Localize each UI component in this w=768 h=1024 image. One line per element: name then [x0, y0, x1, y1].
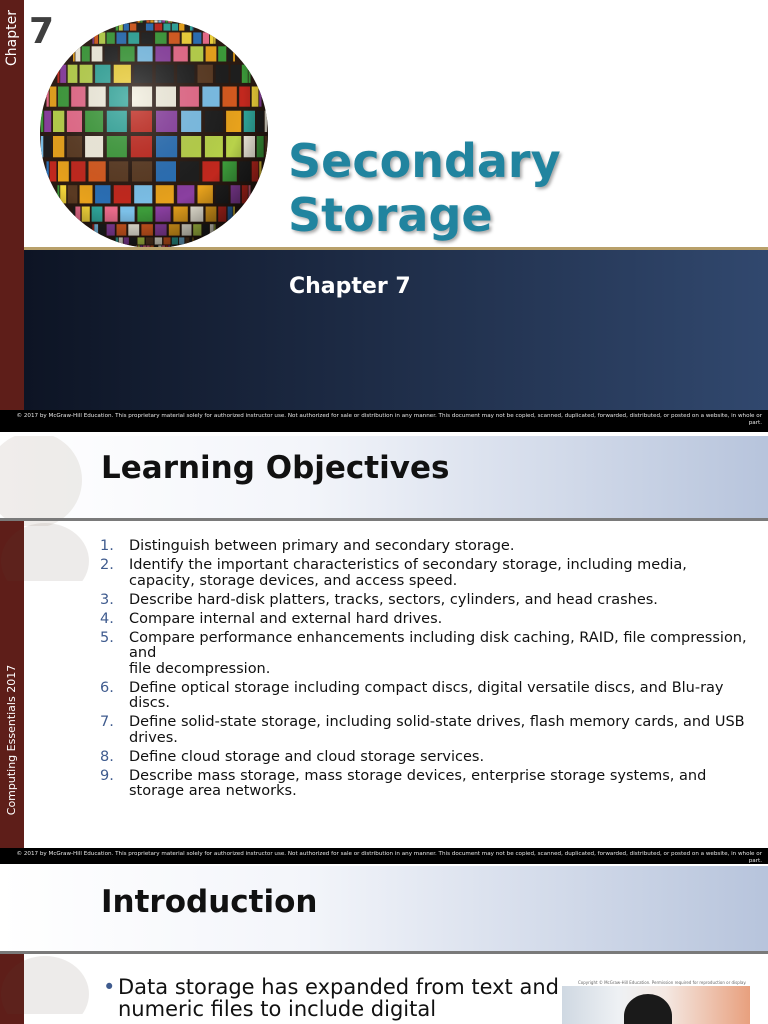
objective-item: [100, 750, 750, 766]
objective-text: Compare performance enhancements including disk caching, RAID, file compression, and: [129, 629, 747, 661]
permission-note: Copyright © McGraw-Hill Education. Permission required for reproduction or display.: [578, 980, 747, 985]
objective-text: Describe mass storage, mass storage devices, enterprise storage systems, and storage area networks.: [129, 767, 707, 799]
objective-text: Define solid-state storage, including solid-state drives, flash memory cards, and USB drives.: [129, 714, 745, 746]
media-globe-image: [38, 18, 270, 250]
header-globe-watermark: [0, 436, 86, 526]
sidebar-globe-watermark: [0, 521, 90, 581]
slide-title: [288, 134, 561, 242]
objective-item: [100, 681, 750, 712]
title-line-1: Secondary: [288, 134, 561, 188]
objective-text: Compare internal and external hard drives.: [129, 610, 443, 627]
objectives-slide: [0, 436, 768, 864]
objective-number: 8.: [100, 748, 114, 765]
objective-text-continued: file decompression.: [129, 660, 271, 677]
bullet-text: Data storage has expanded from text and numeric files to include digital: [118, 975, 559, 1021]
person-figure: [624, 994, 672, 1024]
objective-number: 7.: [100, 714, 114, 730]
title-line-2: Storage: [288, 188, 493, 242]
bullet-item: [103, 976, 563, 1020]
objective-item: [100, 593, 750, 609]
objective-item: [100, 631, 750, 678]
person-photo: [562, 986, 750, 1024]
objective-item: [100, 612, 750, 628]
chapter-label: Chapter: [4, 10, 20, 66]
bullet-dot-icon: •: [103, 975, 116, 999]
objective-text: Describe hard-disk platters, tracks, sectors, cylinders, and head crashes.: [129, 591, 658, 608]
copyright-bar: © 2017 by McGraw-Hill Education. This proprietary material solely for authorized instructor use. Not authorized for sale or distribution in any manner. This document may not be copied, scanned, duplicated, forwarded, distributed, or posted on a website, in whole or part.: [0, 848, 768, 864]
gold-divider: [24, 247, 768, 250]
header-separator: [0, 518, 768, 521]
objective-number: 4.: [100, 610, 114, 627]
introduction-slide: [0, 866, 768, 1024]
objective-item: [100, 715, 750, 746]
chapter-number: 7: [29, 11, 55, 52]
objectives-list: [100, 539, 750, 803]
objective-text: Identify the important characteristics of secondary storage, including media, capacity, storage devices, and access speed.: [129, 557, 687, 589]
objective-item: [100, 769, 750, 800]
slide-header: [0, 436, 768, 518]
sidebar-globe-watermark: [0, 954, 90, 1014]
header-separator: [0, 951, 768, 954]
copyright-bar: © 2017 by McGraw-Hill Education. This proprietary material solely for authorized instructor use. Not authorized for sale or distribution in any manner. This document may not be copied, scanned, duplicated, forwarded, distributed, or posted on a website, in whole or part.: [0, 410, 768, 432]
slide-title: Introduction: [101, 884, 318, 920]
objective-item: [100, 558, 750, 589]
slide-header: [0, 866, 768, 951]
objective-text: Distinguish between primary and secondary storage.: [129, 538, 515, 554]
slide-subtitle: Chapter 7: [289, 274, 411, 299]
course-label: Computing Essentials 2017: [5, 664, 18, 816]
objective-number: 5.: [100, 629, 114, 646]
objective-item: [100, 539, 750, 555]
objective-text: Define optical storage including compact discs, digital versatile discs, and Blu-ray discs.: [129, 679, 724, 711]
objective-number: 9.: [100, 767, 114, 784]
objective-number: 6.: [100, 679, 114, 696]
objective-number: 1.: [100, 538, 114, 554]
title-slide: [0, 0, 768, 432]
objective-number: 3.: [100, 591, 114, 608]
objective-text: Define cloud storage and cloud storage services.: [129, 748, 485, 765]
slide-title: Learning Objectives: [101, 450, 450, 486]
chapter-sidebar: [0, 0, 24, 410]
objective-number: 2.: [100, 557, 114, 573]
